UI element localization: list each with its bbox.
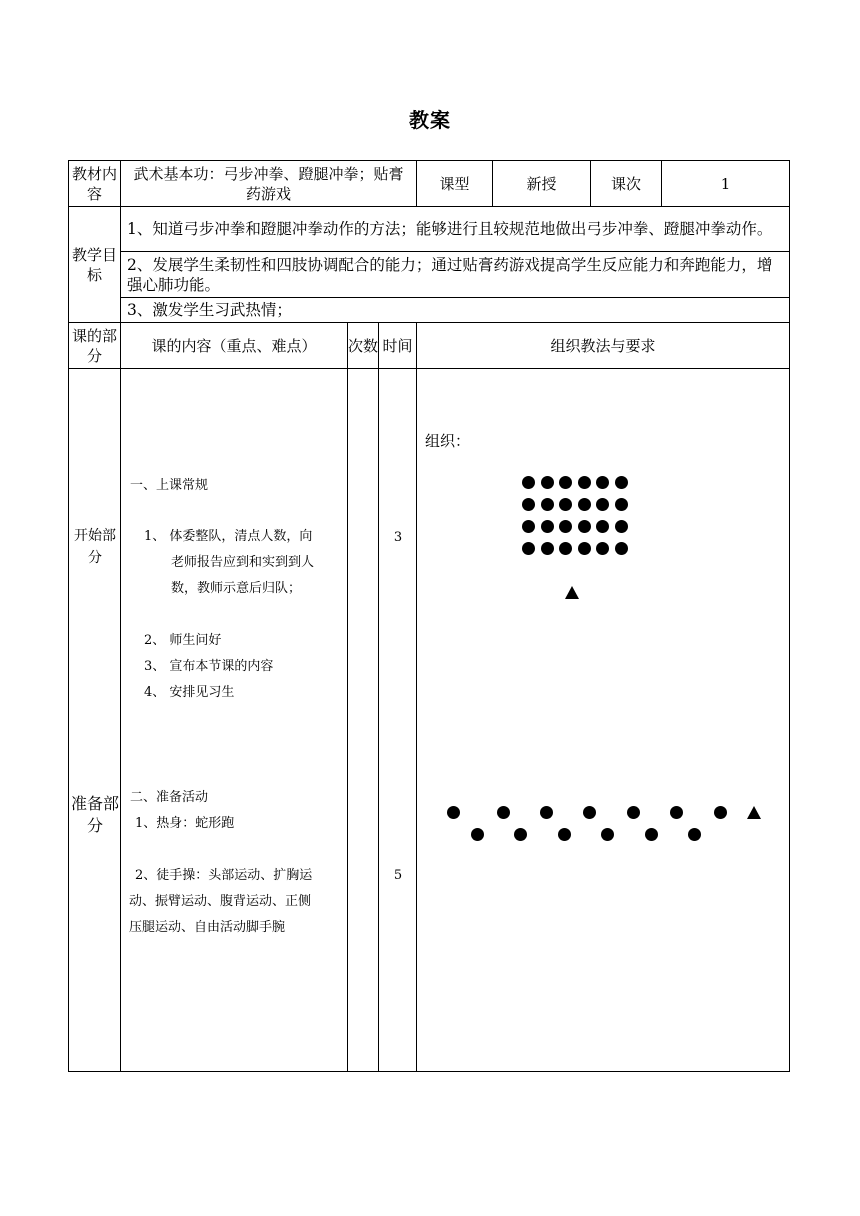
content-item: 老师报告应到和实到到人 [171, 555, 315, 570]
teacher-triangle-icon [747, 806, 761, 819]
student-dot-icon [559, 476, 572, 489]
lesson-body-row [69, 369, 790, 1072]
student-dot-icon [522, 542, 535, 555]
student-dot-icon [447, 806, 460, 819]
material-value: 武术基本功：弓步冲拳、蹬腿冲拳；贴膏药游戏 [121, 161, 417, 207]
student-dot-icon [615, 498, 628, 511]
student-dot-icon [522, 476, 535, 489]
student-dot-icon [540, 806, 553, 819]
lesson-plan-table [68, 160, 790, 1072]
student-dot-icon [615, 542, 628, 555]
student-dot-icon [583, 806, 596, 819]
content-item: 3、 宣布本节课的内容 [144, 659, 274, 674]
content-item: 4、 安排见习生 [144, 685, 235, 700]
student-dot-icon [596, 498, 609, 511]
student-dot-icon [497, 806, 510, 819]
col-part: 课的部分 [69, 323, 121, 369]
student-dot-icon [596, 542, 609, 555]
student-dot-icon [714, 806, 727, 819]
content-item: 动、振臂运动、腹背运动、正侧 [129, 894, 312, 909]
student-dot-icon [596, 520, 609, 533]
content-item: 2、 师生问好 [144, 633, 222, 648]
student-dot-icon [578, 476, 591, 489]
material-label: 教材内容 [69, 161, 121, 207]
number-value: 1 [662, 161, 790, 207]
section-heading: 二、准备活动 [130, 790, 209, 805]
col-method: 组织教法与要求 [417, 323, 790, 369]
duration-value: 5 [393, 868, 403, 883]
student-dot-icon [615, 476, 628, 489]
student-dot-icon [578, 498, 591, 511]
student-dot-icon [627, 806, 640, 819]
goal-item: 1、知道弓步冲拳和蹬腿冲拳动作的方法；能够进行且较规范地做出弓步冲拳、蹬腿冲拳动作。 [121, 207, 790, 252]
student-dot-icon [541, 498, 554, 511]
page-title: 教案 [409, 108, 451, 132]
student-dot-icon [688, 828, 701, 841]
content-item: 数，教师示意后归队； [171, 581, 302, 596]
student-dot-icon [645, 828, 658, 841]
part-prep-label: 准备部分 [70, 794, 119, 835]
student-dot-icon [578, 542, 591, 555]
type-label: 课型 [417, 161, 493, 207]
student-dot-icon [596, 476, 609, 489]
duration-column [379, 369, 417, 1072]
teacher-triangle-icon [565, 586, 579, 599]
student-dot-icon [559, 498, 572, 511]
content-item: 2、徒手操：头部运动、扩胸运 [135, 868, 313, 883]
student-dot-icon [601, 828, 614, 841]
times-column [348, 369, 379, 1072]
part-column [69, 369, 121, 1072]
content-item: 1、热身：蛇形跑 [135, 816, 235, 831]
student-dot-icon [559, 520, 572, 533]
method-label: 组织： [425, 432, 471, 450]
student-dot-icon [522, 520, 535, 533]
column-header-row [69, 323, 790, 369]
goal-item: 3、激发学生习武热情； [121, 298, 790, 323]
content-item: 压腿运动、自由活动脚手腕 [129, 920, 286, 935]
student-dot-icon [670, 806, 683, 819]
content-column [121, 369, 348, 1072]
student-dot-icon [559, 542, 572, 555]
method-column [417, 369, 790, 1072]
student-dot-icon [541, 476, 554, 489]
number-label: 课次 [591, 161, 662, 207]
student-dot-icon [471, 828, 484, 841]
duration-value: 3 [393, 530, 403, 545]
part-start-label: 开始部分 [74, 528, 116, 566]
col-duration: 时间 [379, 323, 417, 369]
student-dot-icon [615, 520, 628, 533]
student-dot-icon [578, 520, 591, 533]
col-times: 次数 [348, 323, 379, 369]
student-dot-icon [541, 542, 554, 555]
student-dot-icon [514, 828, 527, 841]
student-dot-icon [541, 520, 554, 533]
goals-label: 教学目标 [69, 207, 121, 323]
content-item: 1、 体委整队，清点人数，向 [144, 529, 313, 544]
section-heading: 一、上课常规 [130, 478, 209, 493]
goal-item: 2、发展学生柔韧性和四肢协调配合的能力；通过贴膏药游戏提高学生反应能力和奔跑能力，增强心肺功能。 [121, 252, 790, 298]
header-row [69, 161, 790, 207]
type-value: 新授 [493, 161, 591, 207]
col-content: 课的内容（重点、难点） [121, 323, 348, 369]
student-dot-icon [558, 828, 571, 841]
student-dot-icon [522, 498, 535, 511]
